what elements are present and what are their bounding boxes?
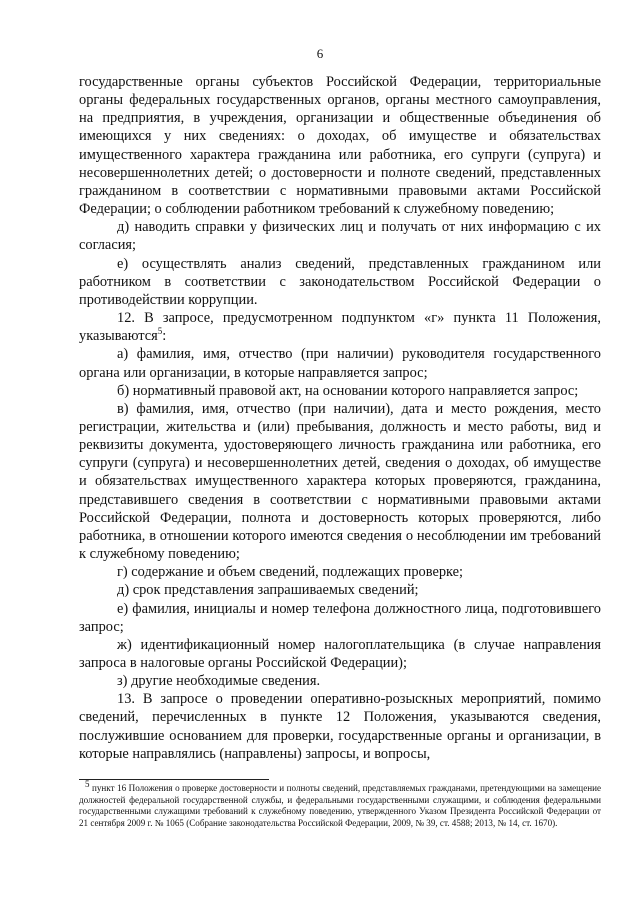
footnote-5 [79,778,601,830]
footnote-reference: 5 [157,326,163,337]
paragraph-12-colon: : [162,328,167,345]
list-item-d: д) срок представления запрашиваемых сведений; [117,582,419,599]
list-item-a: а) фамилия, имя, отчество (при наличии) руководителя государственного органа или организации, в которые направляется запрос; [79,346,601,381]
list-item-d-inquiries: д) наводить справки у физических лиц и получать от них информацию с их согласия; [79,219,601,254]
list-item-z: з) другие необходимые сведения. [117,673,321,690]
footnote [79,778,601,830]
paragraph-12 [79,309,601,345]
footnote-divider [79,779,269,780]
page-number: 6 [316,46,324,61]
paragraph-13: 13. В запросе о проведении оперативно-розыскных мероприятий, помимо сведений, перечисленных в пункте 12 Положения, указываются сведения, послужившие основанием для проверки, государственные органы и организации, в которые направлялись (направлены) запросы, и вопросы, [79,691,601,762]
paragraph-continuation: государственные органы субъектов Российской Федерации, территориальные органы федеральных государственных органов, органы местного самоуправления, на предприятия, в учреждения, организации и общественные объединения об имеющихся у них сведениях: о доходах, об имуществе и обязательствах имущественного характера гражданина или работника, его супруги (супруга) и несовершеннолетних детей; о достоверности и полноте сведений, представленных гражданином в соответствии с нормативными правовыми актами Российской Федерации; о соблюдении работником требований к служебному поведению; [79,74,601,218]
list-item-e: е) фамилия, инициалы и номер телефона должностного лица, подготовившего запрос; [79,600,601,635]
body-text [79,73,601,763]
list-item-e-analysis: е) осуществлять анализ сведений, представленных гражданином или работником в соответствии с законодательством Российской Федерации о противодействии коррупции. [79,255,601,308]
footnote-number: 5 [85,778,90,789]
list-item-zh: ж) идентификационный номер налогоплательщика (в случае направления запроса в налоговые органы Российской Федерации); [79,636,601,671]
list-item-v: в) фамилия, имя, отчество (при наличии), дата и место рождения, место регистрации, жительства и (или) пребывания, должность и место работы, вид и реквизиты документа, удостоверяющего личность гражданина или работника, его супруги (супруга) и несовершеннолетних детей, сведения о доходах, об имуществе и обязательствах имущественного характера которых проверяются, гражданина, представившего сведения в соответствии с нормативными правовыми актами Российской Федерации, полнота и достоверность которых проверяются, либо работника, в отношении которого имеются сведения о несоблюдении им требований к служебному поведению; [79,400,601,563]
footnote-text: пункт 16 Положения о проверке достоверности и полноты сведений, представляемых гражданами, претендующими на замещение должностей федеральной государственной службы, и федеральными государственными служащими, и соблюдения федеральными государственными служащими требований к служебному поведению, утвержденного Указом Президента Российской Федерации от 21 сентября 2009 г. № 1065 (Собрание законодательства Российской Федерации, 2009, № 39, ст. 4588; 2013, № 14, ст. 1670). [79,783,601,829]
paragraph-12-text: 12. В запросе, предусмотренном подпунктом «г» пункта 11 Положения, указываются [79,310,601,345]
list-item-g: г) содержание и объем сведений, подлежащих проверке; [117,564,464,581]
list-item-b: б) нормативный правовой акт, на основании которого направляется запрос; [117,382,579,399]
